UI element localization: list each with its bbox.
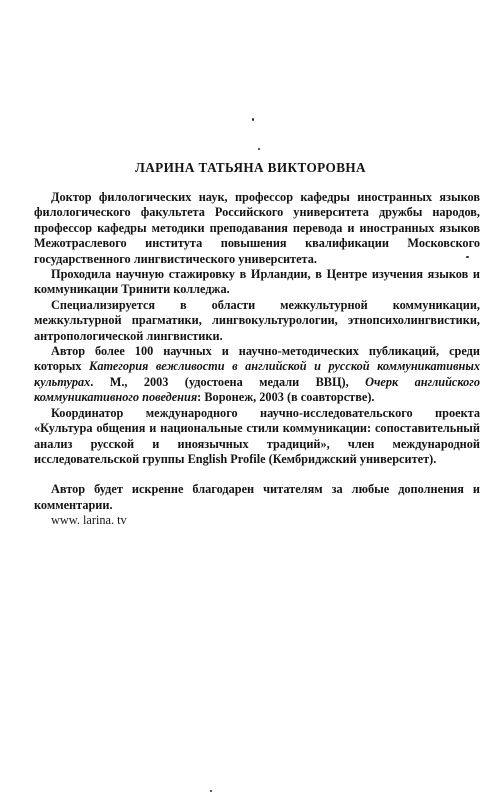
bio-paragraph-specialization: Специализируется в области межкультурной коммуникации, межкультурной прагматики, лингвокультурологии, этнопсихолингвистики, антропологической лингвистики. (34, 297, 480, 343)
bio-paragraph-coordinator: Координатор международного научно-исследовательского проекта «Культура общения и национальные стили коммуникации: сопоставительный анализ русской и иноязычных традиций», член международной исследовательской группы English Profile (Кембриджский университет). (34, 405, 480, 466)
author-note-paragraph: Автор будет искренне благодарен читателям за любые дополнения и комментарии. (34, 482, 480, 512)
bio-paragraph-internship: Проходила научную стажировку в Ирландии, в Центре изучения языков и коммуникации Тринити колледжа. (34, 267, 480, 297)
publications-text: : Воронеж, 2003 (в соавторстве). (197, 390, 375, 405)
bio-paragraph-publications (34, 344, 480, 406)
book-title-english-behavior: Очерк английского коммуникативного поведения (34, 374, 480, 405)
publications-text: . М., 2003 (удостоена медали ВВЦ), (90, 374, 366, 389)
author-website-link[interactable]: www. larina. tv (51, 513, 127, 528)
book-title-politeness: Категория вежливости в английской и русской коммуникативных культурах (34, 359, 480, 389)
scan-speck (210, 790, 212, 792)
scan-speck (258, 148, 260, 150)
bio-paragraph-credentials: Доктор филологических наук, профессор кафедры иностранных языков филологического факультета Российского университета дружбы народов, профессор кафедры методики преподавания перевода и иностранных языков Межотраслевого института повышения квалификации Московского государственного лингвистического университета. (34, 190, 480, 266)
author-name-heading: ЛАРИНА ТАТЬЯНА ВИКТОРОВНА (135, 160, 366, 175)
publications-text: Автор более 100 научных и научно-методических публикаций, среди которых (34, 344, 480, 374)
author-bio (34, 190, 480, 529)
scan-speck (252, 118, 254, 121)
